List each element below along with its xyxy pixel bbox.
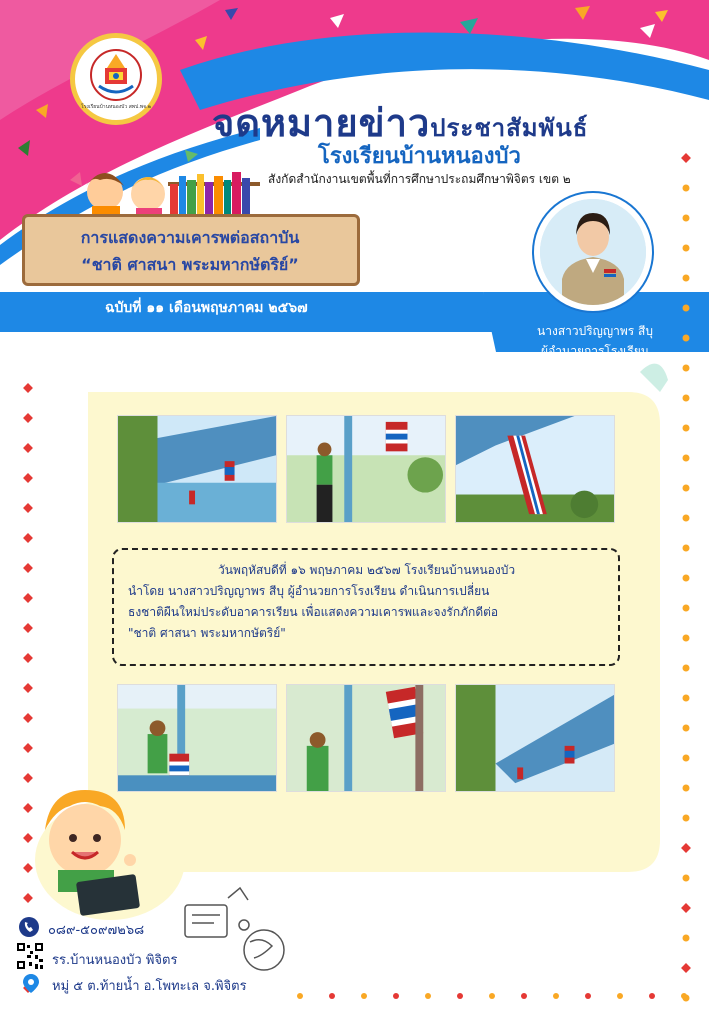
- decorative-dot: [23, 563, 33, 573]
- topic-line-1: การแสดงความเคารพต่อสถาบัน: [80, 228, 300, 247]
- decorative-dot: [683, 485, 690, 492]
- decorative-dot: [683, 635, 690, 642]
- decorative-dot: [683, 245, 690, 252]
- affiliation: สังกัดสำนักงานเขตพื้นที่การศึกษาประถมศึกษาพิจิตร เขต ๒: [268, 172, 571, 186]
- photo-3: [455, 415, 615, 523]
- director-name: นางสาวปริญญาพร สีบุ: [537, 324, 653, 338]
- school-logo: [70, 33, 162, 125]
- decorative-dot: [361, 993, 367, 999]
- decorative-dot: [23, 383, 33, 393]
- decorative-dot: [681, 963, 691, 973]
- decorative-dot: [585, 993, 591, 999]
- decorative-dot: [23, 653, 33, 663]
- decorative-dot: [23, 893, 33, 903]
- decorative-dot: [683, 515, 690, 522]
- qr-code-icon: [16, 942, 44, 970]
- decorative-dot: [683, 755, 690, 762]
- decorative-dot: [553, 993, 559, 999]
- location-pin-icon: [20, 972, 42, 994]
- decorative-dot: [683, 425, 690, 432]
- decorative-dot: [683, 455, 690, 462]
- decorative-dot: [683, 575, 690, 582]
- contact-address: หมู่ ๕ ต.ท้ายน้ำ อ.โพทะเล จ.พิจิตร: [52, 979, 247, 994]
- title-sub: ประชาสัมพันธ์: [430, 114, 589, 142]
- decorative-dot: [23, 533, 33, 543]
- description-line-3: ธงชาติผืนใหม่ประดับอาคารเรียน เพื่อแสดงความเคารพและจงรักภักดีต่อ: [128, 605, 499, 619]
- logo-text: โรงเรียนบ้านหนองบัว สพป.พจ.๒: [81, 103, 151, 110]
- decorative-dot: [23, 743, 33, 753]
- decorative-dot: [683, 305, 690, 312]
- photo-5: [286, 684, 446, 792]
- description-line-2: นำโดย นางสาวปริญญาพร สีบุ ผู้อำนวยการโรงเรียน ดำเนินการเปลี่ยน: [128, 584, 490, 598]
- decorative-dot: [683, 395, 690, 402]
- decorative-dot: [683, 275, 690, 282]
- decorative-dot: [681, 993, 687, 999]
- decorative-dot: [23, 593, 33, 603]
- decorative-dot: [683, 215, 690, 222]
- topic-line-2: “ชาติ ศาสนา พระมหากษัตริย์”: [81, 255, 299, 274]
- decorative-dot: [23, 773, 33, 783]
- decorative-dot: [683, 185, 690, 192]
- decorative-dot: [521, 993, 527, 999]
- contact-facebook: รร.บ้านหนองบัว พิจิตร: [52, 953, 178, 968]
- title-main: จดหมายข่าว: [212, 101, 431, 145]
- photo-2: [286, 415, 446, 523]
- phone-icon: [18, 916, 40, 938]
- decorative-dot: [683, 665, 690, 672]
- decorative-dot: [329, 993, 335, 999]
- director-portrait: [534, 193, 652, 311]
- description-box: [112, 548, 620, 666]
- decorative-dot: [681, 903, 691, 913]
- decorative-dot: [457, 993, 463, 999]
- description-line-4: "ชาติ ศาสนา พระมหากษัตริย์": [128, 626, 286, 640]
- director-title: ผู้อำนวยการโรงเรียน: [541, 344, 649, 358]
- decorative-dot: [683, 875, 690, 882]
- contact-phone: ๐๘๙-๕๐๙๗๒๖๘: [48, 923, 145, 938]
- decorative-dot: [683, 545, 690, 552]
- photo-6: [455, 684, 615, 792]
- decorative-dot: [23, 503, 33, 513]
- decorative-dot: [683, 695, 690, 702]
- decorative-dot: [683, 935, 690, 942]
- photo-1: [117, 415, 277, 523]
- director-photo: [540, 199, 646, 305]
- decorative-dot: [617, 993, 623, 999]
- decorative-dot: [683, 725, 690, 732]
- decorative-dot: [425, 993, 431, 999]
- decorative-dot: [683, 365, 690, 372]
- decorative-dot: [23, 803, 33, 813]
- decorative-dot: [23, 623, 33, 633]
- decorative-dot: [23, 473, 33, 483]
- school-emblem-icon: [89, 48, 143, 102]
- decorative-dot: [23, 443, 33, 453]
- decorative-dot: [23, 413, 33, 423]
- decorative-dot: [681, 843, 691, 853]
- decorative-dot: [23, 833, 33, 843]
- decorative-dot: [23, 683, 33, 693]
- school-name: โรงเรียนบ้านหนองบัว: [318, 144, 521, 169]
- decorative-dot: [683, 785, 690, 792]
- issue-label: ฉบับที่ ๑๑ เดือนพฤษภาคม ๒๕๖๗: [105, 300, 308, 316]
- decorative-dot: [23, 863, 33, 873]
- decorative-dot: [23, 713, 33, 723]
- decorative-dot: [681, 153, 691, 163]
- photo-4: [117, 684, 277, 792]
- decorative-dot: [683, 605, 690, 612]
- decorative-dot: [297, 993, 303, 999]
- decorative-dot: [683, 815, 690, 822]
- decorative-dot: [649, 993, 655, 999]
- description-line-1: วันพฤหัสบดีที่ ๑๖ พฤษภาคม ๒๕๖๗ โรงเรียนบ้านหนองบัว: [218, 563, 516, 577]
- decorative-dot: [393, 993, 399, 999]
- decorative-dot: [489, 993, 495, 999]
